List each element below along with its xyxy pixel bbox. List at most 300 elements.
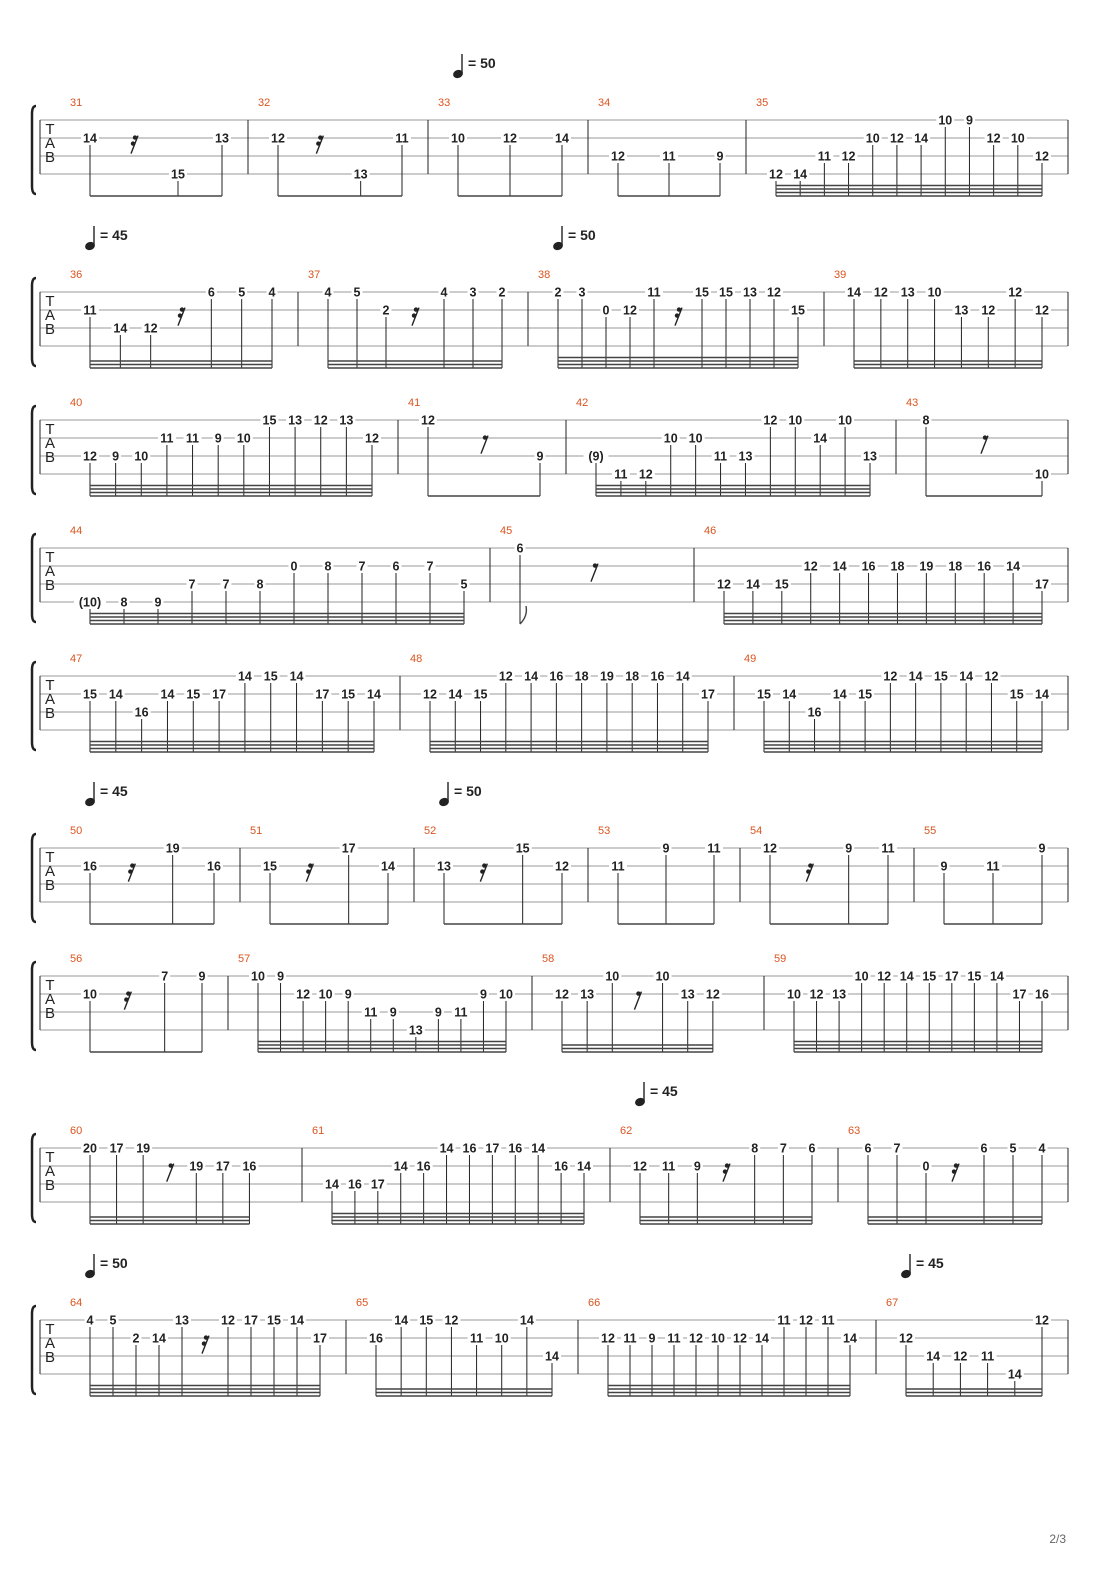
rest-dot: [677, 307, 681, 311]
fret-number: 20: [83, 1141, 97, 1156]
measure-number: 43: [906, 397, 919, 409]
fret-number: 10: [787, 987, 801, 1002]
tab-clef-letter: T: [45, 977, 55, 994]
fret-number: 9: [693, 1159, 701, 1174]
fret-number: 0: [290, 559, 298, 574]
tab-clef-letter: A: [44, 435, 56, 452]
rest-dot: [178, 313, 182, 317]
rest-dot: [128, 869, 132, 873]
measure: [620, 1125, 838, 1224]
fret-number: 11: [777, 1313, 791, 1328]
fret-number: 12: [143, 321, 158, 336]
tab-clef-letter: T: [45, 1149, 55, 1166]
measure-number: 45: [500, 525, 513, 537]
measure-number: 62: [620, 1125, 633, 1137]
fret-number: 17: [701, 687, 715, 702]
fret-number: 3: [578, 285, 586, 300]
fret-number: 16: [508, 1141, 523, 1156]
measure: [538, 269, 824, 368]
fret-number: 12: [763, 841, 777, 856]
system-bracket: [32, 962, 36, 1050]
rest-dot: [593, 563, 597, 567]
fret-number: 12: [623, 303, 637, 318]
fret-number: 11: [986, 859, 1000, 874]
staff-system: [32, 782, 1068, 924]
fret-number: 10: [927, 285, 942, 300]
measure-number: 66: [588, 1297, 601, 1309]
measure: [500, 525, 694, 624]
fret-number: 14: [745, 577, 760, 592]
fret-number: 13: [680, 987, 695, 1002]
fret-number: 11: [83, 303, 97, 318]
fret-number: 5: [238, 285, 246, 300]
fret-number: 13: [408, 1023, 423, 1038]
fret-number: 12: [611, 149, 625, 164]
fret-number: 12: [444, 1313, 459, 1328]
measure: [70, 953, 228, 1052]
measure-number: 34: [598, 97, 611, 109]
measure-number: 44: [70, 525, 83, 537]
fret-number: 12: [633, 1159, 647, 1174]
staff-system: [32, 1254, 1068, 1396]
fret-number: 12: [763, 413, 778, 428]
measure-number: 63: [848, 1125, 861, 1137]
fret-number: 16: [807, 705, 822, 720]
tempo-marking: [900, 1254, 944, 1279]
fret-number: 17: [212, 687, 227, 702]
tab-clef-letter: B: [44, 877, 56, 894]
fret-number: 9: [845, 841, 853, 856]
fret-number: 15: [757, 687, 771, 702]
fret-number: 10: [854, 969, 869, 984]
rest-dot: [126, 991, 130, 995]
fret-number: 12: [953, 1349, 968, 1364]
fret-number: 9: [112, 449, 120, 464]
fret-number: 11: [980, 1349, 995, 1364]
fret-number: 10: [134, 449, 149, 464]
rest-dot: [806, 869, 810, 873]
fret-number: 15: [695, 285, 709, 300]
measure: [588, 1297, 876, 1396]
rest-dot: [808, 863, 812, 867]
fret-number: 14: [1006, 559, 1021, 574]
measure-number: 35: [756, 97, 769, 109]
fret-number: 2: [498, 285, 506, 300]
fret-number: 13: [215, 131, 229, 146]
fret-number: 14: [843, 1331, 857, 1346]
fret-number: 10: [251, 969, 265, 984]
fret-number: 9: [198, 969, 206, 984]
note-flag: [520, 606, 526, 624]
fret-number: 12: [883, 669, 898, 684]
fret-number: 14: [448, 687, 463, 702]
fret-number: 19: [165, 841, 180, 856]
fret-number: 14: [926, 1349, 941, 1364]
fret-number: 6: [808, 1141, 816, 1156]
fret-number: 0: [602, 303, 610, 318]
fret-number: 11: [160, 431, 174, 446]
fret-number: 15: [341, 687, 356, 702]
fret-number: 6: [864, 1141, 872, 1156]
rest-dot: [316, 141, 320, 145]
measure-number: 59: [774, 953, 787, 965]
measure-number: 54: [750, 825, 763, 837]
measure: [598, 97, 746, 196]
fret-number: 7: [188, 577, 196, 592]
fret-number: 11: [667, 1331, 681, 1346]
rest-dot: [952, 1169, 956, 1173]
fret-number: 7: [893, 1141, 901, 1156]
fret-number: 12: [803, 559, 818, 574]
fret-number: 14: [832, 559, 847, 574]
system-bracket: [32, 1306, 36, 1394]
fret-number: 10: [318, 987, 333, 1002]
fret-number: 18: [625, 669, 640, 684]
fret-number: 16: [416, 1159, 431, 1174]
fret-number: 14: [160, 687, 175, 702]
tempo-marking: [452, 54, 496, 79]
fret-number: 15: [774, 577, 789, 592]
measure: [408, 397, 566, 496]
fret-number: 11: [817, 149, 831, 164]
fret-number: 10: [838, 413, 853, 428]
tab-clef-letter: B: [44, 1177, 56, 1194]
fret-number: 10: [688, 431, 703, 446]
measure-number: 47: [70, 653, 83, 665]
fret-number: 14: [908, 669, 923, 684]
fret-number: 14: [959, 669, 974, 684]
fret-number: 11: [662, 1159, 676, 1174]
fret-number: 9: [536, 449, 544, 464]
fret-number: 10: [236, 431, 251, 446]
tab-clef-letter: A: [44, 563, 56, 580]
fret-number: 14: [832, 687, 847, 702]
fret-number: 13: [353, 167, 368, 182]
measure: [756, 97, 1068, 196]
fret-number: 6: [207, 285, 215, 300]
fret-number: 13: [175, 1313, 189, 1328]
measure: [238, 953, 532, 1052]
fret-number: 12: [984, 669, 999, 684]
fret-number: 5: [1009, 1141, 1017, 1156]
fret-number: 15: [473, 687, 488, 702]
fret-number: 14: [813, 431, 828, 446]
system-bracket: [32, 534, 36, 622]
fret-number: 9: [716, 149, 724, 164]
fret-number: 12: [769, 167, 783, 182]
fret-number: 16: [134, 705, 149, 720]
fret-number: 10: [494, 1331, 509, 1346]
measure: [750, 825, 914, 924]
measure-number: 40: [70, 397, 83, 409]
fret-number: 15: [858, 687, 873, 702]
fret-number: 16: [977, 559, 992, 574]
fret-number: 12: [877, 969, 892, 984]
tempo-marking: [84, 1254, 128, 1279]
rest-dot: [954, 1163, 958, 1167]
fret-number: 15: [186, 687, 201, 702]
fret-number: 13: [954, 303, 969, 318]
fret-number: 13: [738, 449, 753, 464]
fret-number: 6: [516, 541, 524, 556]
fret-number: 16: [650, 669, 665, 684]
measure-number: 51: [250, 825, 263, 837]
fret-number: 4: [86, 1313, 94, 1328]
system-bracket: [32, 834, 36, 922]
fret-number: 11: [614, 467, 628, 482]
fret-number: 9: [648, 1331, 656, 1346]
fret-number: 4: [440, 285, 448, 300]
fret-number: 12: [767, 285, 781, 300]
measure-number: 39: [834, 269, 847, 281]
fret-number: 13: [900, 285, 915, 300]
fret-number: 12: [271, 131, 285, 146]
fret-number: 15: [83, 687, 97, 702]
fret-number: 11: [185, 431, 200, 446]
measure: [598, 825, 740, 924]
fret-number: 17: [485, 1141, 500, 1156]
fret-number: 3: [469, 285, 477, 300]
fret-number: 9: [662, 841, 670, 856]
rest-dot: [124, 997, 128, 1001]
fret-number: 9: [940, 859, 948, 874]
fret-number: 12: [981, 303, 996, 318]
fret-number: 12: [555, 859, 569, 874]
tab-clef-letter: T: [45, 421, 55, 438]
fret-number: 12: [503, 131, 517, 146]
staff-system: [32, 953, 1068, 1052]
fret-number: 15: [171, 167, 185, 182]
measure-number: 61: [312, 1125, 325, 1137]
fret-number: 16: [462, 1141, 477, 1156]
tab-clef-letter: B: [44, 149, 56, 166]
fret-number: 14: [367, 687, 381, 702]
fret-number: 17: [109, 1141, 124, 1156]
measure: [356, 1297, 578, 1396]
fret-number: 19: [189, 1159, 204, 1174]
fret-number: 14: [519, 1313, 534, 1328]
rest-dot: [412, 313, 416, 317]
fret-number: 13: [580, 987, 595, 1002]
fret-number: 17: [244, 1313, 258, 1328]
fret-number: 7: [222, 577, 230, 592]
fret-number: 14: [531, 1141, 546, 1156]
fret-number: 17: [313, 1331, 327, 1346]
fret-number: 2: [132, 1331, 140, 1346]
rest-dot: [675, 313, 679, 317]
fret-number: 14: [237, 669, 252, 684]
fret-number: 11: [454, 1005, 468, 1020]
tab-clef-letter: T: [45, 677, 55, 694]
measure-number: 64: [70, 1297, 83, 1309]
fret-number: 11: [623, 1331, 637, 1346]
fret-number: 17: [1012, 987, 1027, 1002]
tempo-value: = 50: [568, 227, 596, 243]
fret-number: 14: [152, 1331, 166, 1346]
fret-number: 11: [364, 1005, 378, 1020]
fret-number: 14: [675, 669, 690, 684]
fret-number: 11: [469, 1331, 484, 1346]
measure-number: 31: [70, 97, 83, 109]
fret-number: 19: [599, 669, 614, 684]
measure: [70, 269, 298, 368]
fret-number: 4: [1038, 1141, 1046, 1156]
fret-number: 13: [863, 449, 877, 464]
fret-number: 12: [889, 131, 904, 146]
tempo-marking: [552, 226, 596, 251]
fret-number: 15: [262, 413, 277, 428]
fret-number: 12: [601, 1331, 615, 1346]
rest-dot: [636, 991, 640, 995]
tab-clef-letter: B: [44, 449, 56, 466]
rest-dot: [306, 869, 310, 873]
measure: [834, 269, 1068, 368]
fret-number: 12: [841, 149, 856, 164]
fret-number: 5: [353, 285, 361, 300]
measure-number: 46: [704, 525, 717, 537]
fret-number: 8: [751, 1141, 759, 1156]
fret-number: 12: [83, 449, 97, 464]
fret-number: 12: [296, 987, 311, 1002]
measure: [924, 825, 1068, 924]
fret-number: 15: [922, 969, 937, 984]
fret-number: 14: [793, 167, 808, 182]
fret-number: 9: [1038, 841, 1046, 856]
tab-clef-letter: T: [45, 849, 55, 866]
fret-number: 14: [290, 1313, 304, 1328]
fret-number: 12: [1035, 303, 1049, 318]
fret-number: 13: [743, 285, 757, 300]
fret-number: 12: [313, 413, 328, 428]
fret-number: 19: [136, 1141, 151, 1156]
fret-number: 4: [324, 285, 332, 300]
tab-clef-letter: T: [45, 549, 55, 566]
fret-number: 10: [451, 131, 465, 146]
fret-number: 17: [315, 687, 330, 702]
fret-number: 15: [267, 1313, 281, 1328]
fret-number: 10: [605, 969, 620, 984]
fret-number: 12: [717, 577, 731, 592]
fret-number: 9: [214, 431, 222, 446]
fret-number: 15: [933, 669, 948, 684]
measure-number: 65: [356, 1297, 369, 1309]
fret-number: 12: [421, 413, 435, 428]
fret-number: 14: [755, 1331, 769, 1346]
fret-number: 15: [263, 859, 277, 874]
system-bracket: [32, 1134, 36, 1222]
fret-number: 17: [215, 1159, 230, 1174]
fret-number: 18: [948, 559, 963, 574]
fret-number: 19: [919, 559, 934, 574]
measure-number: 49: [744, 653, 757, 665]
measure: [744, 653, 1068, 752]
fret-number: 14: [1035, 687, 1049, 702]
fret-number: 14: [325, 1177, 339, 1192]
fret-number: 14: [393, 1159, 408, 1174]
fret-number: 12: [221, 1313, 235, 1328]
fret-number: 11: [647, 285, 661, 300]
fret-number: 14: [899, 969, 914, 984]
measure: [424, 825, 588, 924]
fret-number: 14: [782, 687, 797, 702]
rest-dot: [723, 1169, 727, 1173]
rest-dot: [202, 1341, 206, 1345]
tempo-value: = 45: [650, 1083, 678, 1099]
tab-clef-letter: A: [44, 135, 56, 152]
fret-number: 12: [1008, 285, 1023, 300]
fret-number: 12: [733, 1331, 747, 1346]
measure: [70, 397, 398, 496]
fret-number: 17: [341, 841, 356, 856]
measure: [704, 525, 1068, 624]
fret-number: 14: [289, 669, 304, 684]
rest-dot: [131, 141, 135, 145]
fret-number: 12: [689, 1331, 703, 1346]
fret-number: 14: [394, 1313, 409, 1328]
measure-number: 55: [924, 825, 937, 837]
measure: [250, 825, 414, 924]
measure-number: 67: [886, 1297, 899, 1309]
tempo-value: = 45: [100, 783, 128, 799]
staff-system: [32, 525, 1068, 624]
fret-number: 16: [1035, 987, 1049, 1002]
fret-number: 14: [439, 1141, 454, 1156]
fret-number: 15: [515, 841, 530, 856]
fret-number: 9: [389, 1005, 397, 1020]
tab-clef-letter: A: [44, 1335, 56, 1352]
fret-number: 14: [113, 321, 128, 336]
tab-clef-letter: B: [44, 1349, 56, 1366]
fret-number: 8: [256, 577, 264, 592]
fret-number: 14: [847, 285, 861, 300]
measure-number: 48: [410, 653, 423, 665]
fret-number: 8: [324, 559, 332, 574]
rest-dot: [308, 863, 312, 867]
measure-number: 60: [70, 1125, 83, 1137]
fret-number: 11: [662, 149, 676, 164]
staff-system: [32, 397, 1068, 496]
fret-number: 10: [711, 1331, 725, 1346]
fret-number: 9: [344, 987, 352, 1002]
fret-number: 6: [392, 559, 400, 574]
fret-number: 11: [707, 841, 721, 856]
fret-number: 12: [1035, 1313, 1049, 1328]
rest-dot: [725, 1163, 729, 1167]
tempo-value: = 50: [468, 55, 496, 71]
fret-number: 12: [799, 1313, 813, 1328]
fret-number: 16: [242, 1159, 257, 1174]
fret-number: 13: [339, 413, 354, 428]
measure: [70, 97, 248, 196]
fret-number: 8: [922, 413, 930, 428]
measure: [70, 825, 240, 924]
fret-number: 12: [986, 131, 1001, 146]
fret-number: 9: [154, 595, 162, 610]
rest-dot: [130, 863, 134, 867]
fret-number: 14: [524, 669, 539, 684]
measure: [70, 1297, 346, 1396]
fret-number: 14: [914, 131, 929, 146]
fret-number: 10: [865, 131, 880, 146]
fret-number: 10: [663, 431, 678, 446]
fret-number: 12: [638, 467, 653, 482]
tab-clef-letter: B: [44, 321, 56, 338]
system-bracket: [32, 106, 36, 194]
fret-number: 14: [108, 687, 123, 702]
fret-number: 10: [655, 969, 670, 984]
fret-number: 8: [120, 595, 128, 610]
fret-number: 15: [1009, 687, 1024, 702]
